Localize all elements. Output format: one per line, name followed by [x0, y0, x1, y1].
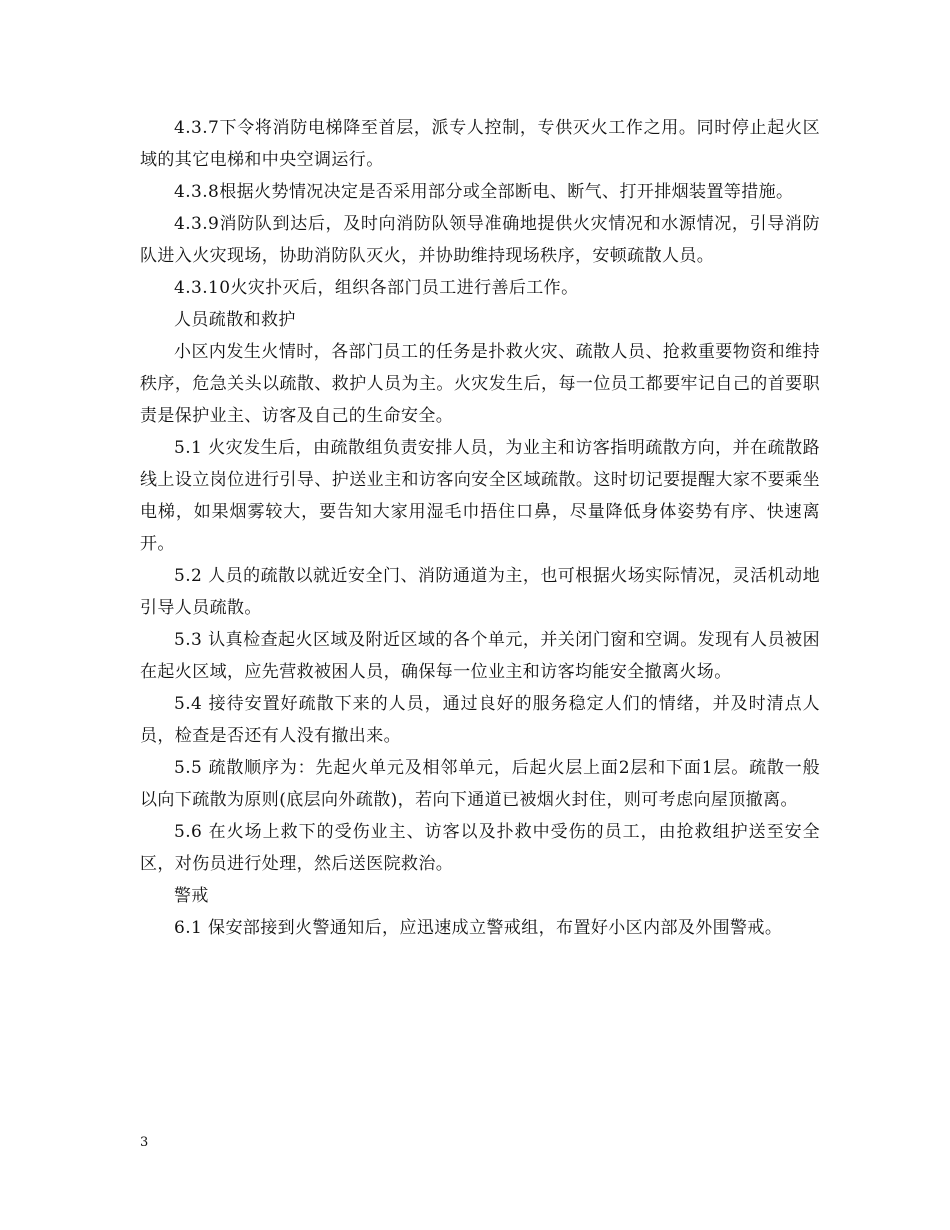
- paragraph-6-1: 6.1 保安部接到火警通知后，应迅速成立警戒组，布置好小区内部及外围警戒。: [174, 918, 783, 938]
- paragraph-5-1: 5.1 火灾发生后，由疏散组负责安排人员，为业主和访客指明疏散方向，并在疏散路线上设立岗位进行引导、护送业主和访客向安全区域疏散。这时切记要提醒大家不要乘坐电梯，如果烟雾较大，要告知大家用湿毛巾捂住口鼻，尽量降低身体姿势有序、快速离开。: [140, 438, 820, 554]
- section-heading-evacuation: 人员疏散和救护: [174, 310, 296, 330]
- paragraph-4-3-8: 4.3.8根据火势情况决定是否采用部分或全部断电、断气、打开排烟装置等措施。: [174, 182, 794, 202]
- paragraph-5-6: 5.6 在火场上救下的受伤业主、访客以及扑救中受伤的员工，由抢救组护送至安全区，对伤员进行处理，然后送医院救治。: [140, 822, 820, 874]
- section-heading-cordon: 警戒: [174, 886, 209, 906]
- paragraph-evacuation-intro: 小区内发生火情时，各部门员工的任务是扑救火灾、疏散人员、抢救重要物资和维持秩序，危急关头以疏散、救护人员为主。火灾发生后，每一位员工都要牢记自己的首要职责是保护业主、访客及自己的生命安全。: [140, 342, 820, 426]
- document-body: [140, 112, 820, 944]
- paragraph-5-4: 5.4 接待安置好疏散下来的人员，通过良好的服务稳定人们的情绪，并及时清点人员，检查是否还有人没有撤出来。: [140, 694, 820, 746]
- paragraph-4-3-7: 4.3.7下令将消防电梯降至首层，派专人控制，专供灭火工作之用。同时停止起火区域的其它电梯和中央空调运行。: [140, 118, 820, 170]
- paragraph-5-5: 5.5 疏散顺序为：先起火单元及相邻单元，后起火层上面2层和下面1层。疏散一般以向下疏散为原则(底层向外疏散)，若向下通道已被烟火封住，则可考虑向屋顶撤离。: [140, 758, 820, 810]
- page-number: 3: [140, 1135, 149, 1150]
- paragraph-5-2: 5.2 人员的疏散以就近安全门、消防通道为主，也可根据火场实际情况，灵活机动地引导人员疏散。: [140, 566, 820, 618]
- paragraph-5-3: 5.3 认真检查起火区域及附近区域的各个单元，并关闭门窗和空调。发现有人员被困在起火区域，应先营救被困人员，确保每一位业主和访客均能安全撤离火场。: [140, 630, 820, 682]
- paragraph-4-3-10: 4.3.10火灾扑灭后，组织各部门员工进行善后工作。: [174, 278, 579, 298]
- paragraph-4-3-9: 4.3.9消防队到达后，及时向消防队领导准确地提供火灾情况和水源情况，引导消防队进入火灾现场，协助消防队灭火，并协助维持现场秩序，安顿疏散人员。: [140, 214, 820, 266]
